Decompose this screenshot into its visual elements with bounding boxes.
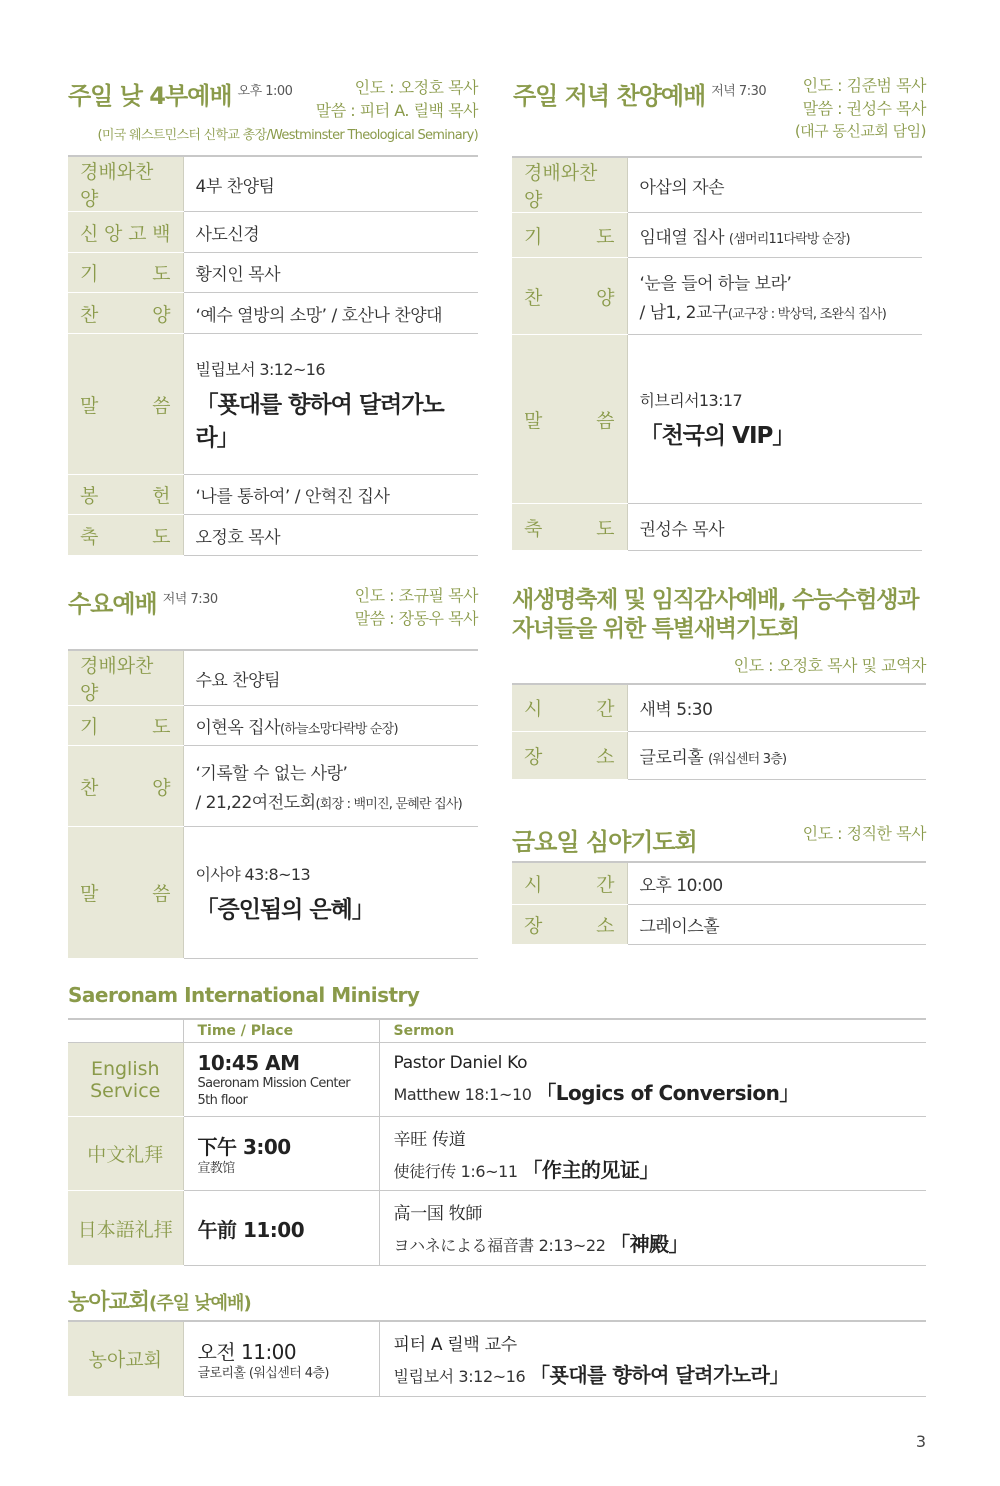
intl-label: English Service [68,1043,183,1117]
row-label: 경배와찬양 [68,650,183,706]
wed-title: 수요예배 $^{저녁 7:30}$ [68,590,218,618]
dawn-table [512,683,926,780]
pastor: Pastor Daniel Ko [393,1053,528,1073]
row-value: 아삽의 자손 [627,157,922,213]
suneve-time: 저녁 7:30 [711,84,767,99]
sermon-title: 「作主的见证」 [522,1157,659,1182]
row-value: 수요 찬양팀 [183,650,478,706]
row-value: 권성수 목사 [627,504,922,551]
hymn-title: ‘기록할 수 없는 사랑’ [195,764,348,784]
intl-title: Saeronam International Ministry [68,983,420,1007]
scripture-ref: 빌립보서 3:12~16 [195,359,325,379]
suneve-table [512,156,922,551]
passage: 빌립보서 3:12~16 [393,1366,526,1386]
service-place: 글로리홀 (워십센터 4층) [197,1365,329,1381]
passage: ヨハネによる福音書 2:13~22 [393,1236,606,1255]
row-value: 황지인 목사 [183,253,478,293]
scripture-ref: 이사야 43:8~13 [195,864,311,884]
pastor: 高一国 牧師 [393,1204,483,1224]
row-label-spaced: 장 소 [524,914,615,937]
pastor: 피터 A 릴백 교수 [393,1334,517,1355]
dawn-leader: 인도 : 오정호 목사 및 교역자 [733,656,926,675]
row-label-spaced: 장 소 [524,745,615,768]
row-label-spaced: 시 간 [524,698,615,721]
wed-preacher: 말씀 : 장동우 목사 [354,609,478,628]
row-value: 글로리홀 [639,747,704,768]
row-value: 사도신경 [183,212,478,253]
row-value: 새벽 5:30 [627,684,926,731]
suneve-note: (대구 동신교회 담임) [794,122,926,140]
wed-leaders [355,584,478,630]
suneve-title: 주일 저녁 찬양예배 $^{저녁 7:30}$ [513,82,767,110]
row-label-spaced: 기 도 [524,225,615,248]
sun4-time: 오후 1:00 [237,84,293,99]
service-place: 宣教馆 [197,1160,235,1176]
service-place: Saeronam Mission Center [197,1075,350,1091]
row-value: 4부 찬양팀 [183,156,478,212]
service-time: 오전 11:00 [197,1339,297,1364]
dawn-title: 새생명축제 및 임직감사예배, 수능수험생과 자녀들을 위한 특별새벽기도회 [512,587,919,642]
sermon-title: 「천국의 VIP」 [639,423,795,449]
choir: / 21,22여전도회 [195,793,316,813]
passage: Matthew 18:1~10 [393,1085,532,1104]
col-time-header: Time / Place [183,1019,379,1043]
row-label-spaced: 축 도 [524,517,615,540]
row-value-note: (워십센터 3층) [708,751,787,767]
deaf-label: 농아교회 [68,1321,183,1396]
service-time: 下午 3:00 [197,1134,291,1159]
sun4-title: 주일 낮 4부예배 $^{오후 1:00}$ [68,82,293,110]
pastor: 辛旺 传道 [393,1129,466,1150]
sun4-leaders [316,76,478,122]
row-label-spaced: 축 도 [80,525,171,548]
sermon-title: 「神殿」 [610,1232,689,1256]
row-label-spaced: 말 씀 [80,394,171,417]
suneve-leader: 인도 : 김준범 목사 [802,76,926,95]
deaf-table [68,1320,926,1397]
row-label-spaced: 신 앙 고 백 [80,222,171,245]
fri-title: 금요일 심야기도회 [512,828,697,856]
wed-table [68,649,478,959]
passage: 使徒行传 1:6~11 [393,1161,518,1181]
sun4-table [68,155,478,556]
row-label-spaced: 찬 양 [524,286,615,309]
suneve-leaders [795,74,926,143]
row-label-spaced: 기 도 [80,263,171,285]
page-number: 3 [915,1432,926,1451]
fri-table [512,861,926,945]
sun4-note: (미국 웨스트민스터 신학교 총장/Westminster Theological Seminary) [97,128,478,143]
row-value-note: (샘머리11다락방 순장) [728,231,850,247]
wed-leader: 인도 : 조규필 목사 [354,586,478,605]
row-value: ‘나를 통하여’ / 안혁진 집사 [183,475,478,515]
intl-label: 日本語礼拝 [68,1191,183,1266]
deaf-title-note: (주일 낮예배) [149,1293,251,1314]
row-value: 이현옥 집사 [195,718,281,738]
row-label-spaced: 시 간 [524,873,615,896]
service-time: 午前 11:00 [197,1217,305,1242]
deaf-title: 농아교회(주일 낮예배) [68,1290,251,1315]
sermon-title: 「증인됨의 은혜」 [195,896,374,923]
row-label-spaced: 말 씀 [524,409,615,432]
service-time: 10:45 AM [197,1050,300,1075]
row-value: 오정호 목사 [183,515,478,556]
row-label-spaced: 봉 헌 [80,485,171,507]
intl-label: 中文礼拜 [68,1117,183,1191]
col-sermon-header: Sermon [379,1019,926,1043]
choir: / 남1, 2교구 [639,303,728,323]
row-value: 그레이스홀 [627,904,926,944]
suneve-preacher: 말씀 : 권성수 목사 [802,99,926,118]
sermon-title: 「Logics of Conversion」 [536,1081,799,1105]
hymn-title: ‘눈을 들어 하늘 보라’ [639,274,792,294]
sun4-preacher: 말씀 : 피터 A. 릴백 목사 [315,101,478,120]
intl-table [68,1018,926,1266]
scripture-ref: 히브리서13:17 [639,391,743,410]
row-label-spaced: 말 씀 [80,883,171,905]
choir-note: (회장 : 백미진, 문혜란 집사) [315,797,462,812]
service-place-floor: 5th floor [197,1092,248,1108]
row-value-note: (하늘소망다락방 순장) [280,722,398,737]
fri-leader: 인도 : 정직한 목사 [802,824,926,843]
choir-note: (교구장 : 박상덕, 조완식 집사) [727,307,886,322]
row-label-spaced: 찬 양 [80,303,171,326]
row-value: 임대열 집사 [639,227,725,248]
sun4-leader: 인도 : 오정호 목사 [354,78,478,97]
row-label-spaced: 기 도 [80,716,171,738]
row-label-spaced: 찬 양 [80,776,171,799]
row-label: 경배와찬양 [512,157,627,213]
wed-time: 저녁 7:30 [162,592,218,607]
sermon-title: 「푯대를 향하여 달려가노라」 [530,1362,789,1387]
sermon-title: 「푯대를 향하여 달려가노라」 [195,391,444,451]
row-value: ‘예수 열방의 소망’ / 호산나 찬양대 [183,293,478,334]
row-label: 경배와찬양 [68,156,183,212]
row-value: 오후 10:00 [627,862,926,904]
